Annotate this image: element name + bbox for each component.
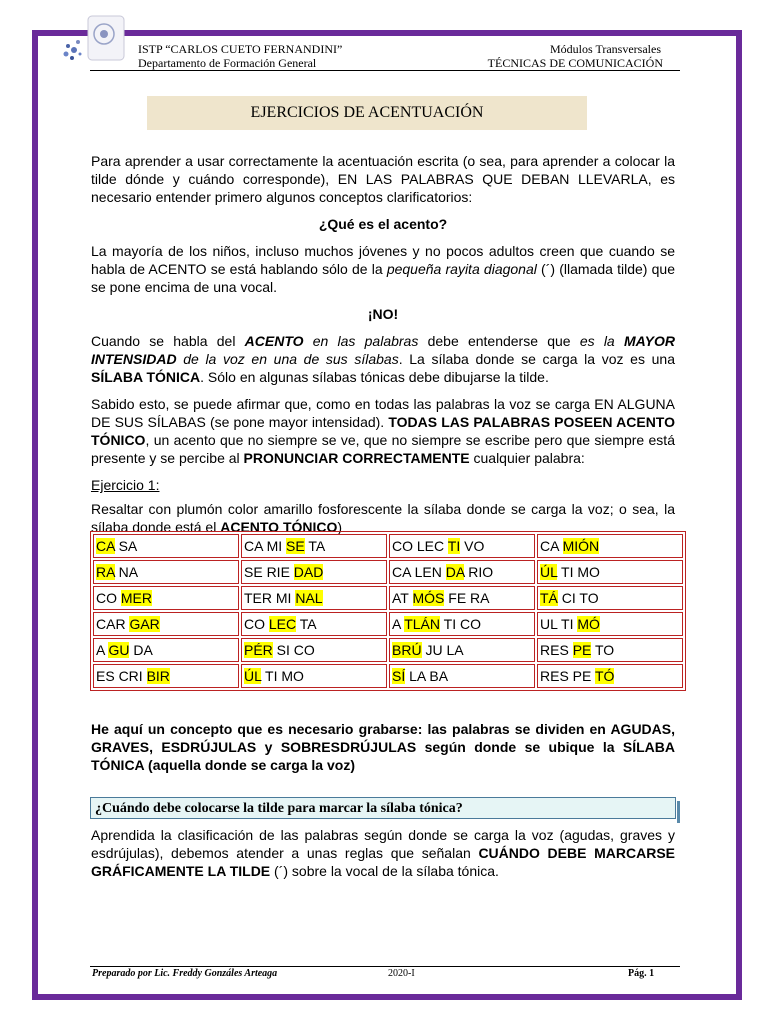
tonic-syllable-highlight: TÓ <box>595 668 615 684</box>
text-run: Aprendida la clasificación de las palabras según donde se carga la voz (agudas, graves y esdrújulas), debemos atender a unas reglas que señalan <box>91 827 675 861</box>
tonic-syllable-highlight: MER <box>120 590 153 606</box>
text-run: cualquier palabra: <box>469 450 585 466</box>
table-cell <box>93 534 239 558</box>
text-run: , un acento que no siempre se ve, que no siempre se escribe pero que siempre está presente y se percibe al <box>91 432 675 466</box>
syllables-plain: A <box>392 616 405 632</box>
syllables-plain: CAR <box>96 616 130 632</box>
tonic-syllable-highlight: DA <box>445 564 465 580</box>
syllables-plain: CO LEC <box>392 538 448 554</box>
table-cell <box>241 534 387 558</box>
tonic-syllable-highlight: TÁ <box>540 590 558 606</box>
main-content <box>91 152 675 545</box>
tonic-syllable-highlight: TI <box>447 538 461 554</box>
table-cell <box>389 638 535 662</box>
text-run-italic: pequeña rayita diagonal <box>386 261 537 277</box>
text-run-bold-italic: ACENTO <box>244 333 304 349</box>
tonic-syllable-highlight: BIR <box>146 668 170 684</box>
syllables-plain: ES CRI <box>96 668 147 684</box>
concept-paragraph: He aquí un concepto que es necesario grabarse: las palabras se dividen en AGUDAS, GRAVES, ESDRÚJULAS y SOBRESDRÚJULAS según donde se ubique la SÍLABA TÓNICA (aquella donde se carga la voz) <box>91 721 675 773</box>
text-run-bold: ACENTO TÓNICO <box>220 519 338 535</box>
text-run-italic: es la <box>579 333 624 349</box>
syllables-plain: CA <box>540 538 563 554</box>
institute-name: ISTP “CARLOS CUETO FERNANDINI” <box>138 42 343 56</box>
text-run-bold: PRONUNCIAR CORRECTAMENTE <box>243 450 470 466</box>
text-run-bold-italic: MAYOR INTENSIDAD <box>91 333 676 367</box>
table-cell <box>537 638 683 662</box>
text-run-italic: de la voz en una de sus sílabas <box>176 351 399 367</box>
footer-divider <box>90 966 680 967</box>
tonic-syllable-highlight: GU <box>108 642 130 658</box>
table-cell <box>93 664 239 688</box>
table-cell <box>537 560 683 584</box>
syllables-plain: SI CO <box>272 642 315 658</box>
no-heading: ¡NO! <box>367 306 399 322</box>
syllables-plain: JU LA <box>421 642 464 658</box>
syllables-plain: SA <box>114 538 138 554</box>
table-row <box>93 560 683 584</box>
syllables-plain: CO <box>96 590 121 606</box>
syllables-plain: CI TO <box>557 590 599 606</box>
header-left <box>138 42 342 70</box>
table-cell <box>93 560 239 584</box>
table-cell <box>93 586 239 610</box>
syllables-plain: VO <box>460 538 485 554</box>
tonic-syllable-highlight: DAD <box>293 564 324 580</box>
text-run: ) <box>337 519 343 535</box>
tonic-syllable-highlight: TLÁN <box>404 616 440 632</box>
tonic-syllable-highlight: NAL <box>295 590 323 606</box>
syllables-plain: LA BA <box>405 668 449 684</box>
intro-paragraph: Para aprender a usar correctamente la acentuación escrita (o sea, para aprender a colocar la tilde dónde y cuándo corresponde), EN LAS PALABRAS QUE DEBAN LLEVARLA, es necesario entender primero algunos conceptos clarificatorios: <box>91 153 675 205</box>
tonic-syllable-highlight: SE <box>286 538 305 554</box>
syllables-plain: DA <box>129 642 153 658</box>
syllables-plain: A <box>96 642 109 658</box>
tonic-syllable-highlight: PÉR <box>244 642 273 658</box>
tonic-syllable-highlight: MÓS <box>412 590 445 606</box>
syllables-plain: TO <box>591 642 615 658</box>
syllables-plain: UL TI <box>540 616 578 632</box>
text-run: (´) (llamada tilde) que se pone encima de una vocal. <box>91 261 675 295</box>
footer-page: Pág. 1 <box>628 968 655 979</box>
syllables-plain: TI MO <box>557 564 600 580</box>
footer-period: 2020-I <box>388 968 415 979</box>
syllables-plain: CA MI <box>244 538 287 554</box>
syllables-plain: TI CO <box>440 616 481 632</box>
exercise-label: Ejercicio 1: <box>91 477 160 493</box>
table-cell <box>537 586 683 610</box>
page-title: EJERCICIOS DE ACENTUACIÓN <box>147 96 587 130</box>
tonic-syllable-highlight: ÚL <box>244 668 262 684</box>
text-run: Cuando se habla del <box>91 333 245 349</box>
paragraph-tonic-accent <box>91 395 675 467</box>
table-cell <box>241 586 387 610</box>
tonic-syllable-highlight: MIÓN <box>562 538 600 554</box>
footer-author: Preparado por Lic. Freddy Gonzáles Arteaga <box>92 968 278 979</box>
table-row <box>93 586 683 610</box>
text-run: La mayoría de los niños, incluso muchos jóvenes y no pocos adultos creen que cuando se habla de ACENTO se está hablando sólo de la <box>91 243 675 277</box>
paragraph-misconception <box>91 242 675 296</box>
text-run: debe entenderse que <box>418 333 580 349</box>
syllables-plain: TA <box>304 538 326 554</box>
table-cell <box>241 612 387 636</box>
syllables-plain: FE RA <box>444 590 490 606</box>
tonic-syllable-highlight: ÚL <box>540 564 558 580</box>
table-cell <box>241 664 387 688</box>
modules-label: Módulos Transversales <box>549 42 661 56</box>
table-cell <box>93 612 239 636</box>
table-cell <box>389 560 535 584</box>
table-row <box>93 638 683 662</box>
syllables-plain: CA LEN <box>392 564 446 580</box>
table-cell <box>389 612 535 636</box>
syllables-plain: TER MI <box>244 590 296 606</box>
text-run-bold: TODAS LAS PALABRAS POSEEN ACENTO TÓNICO <box>91 414 675 448</box>
tonic-syllable-highlight: GAR <box>129 616 160 632</box>
tonic-syllable-highlight: CA <box>96 538 115 554</box>
syllables-plain: TA <box>296 616 317 632</box>
text-run: . Sólo en algunas sílabas tónicas debe dibujarse la tilde. <box>200 369 549 385</box>
tonic-syllable-highlight: PE <box>572 642 592 658</box>
text-run-italic: en las palabras <box>303 333 419 349</box>
tonic-syllable-highlight: LEC <box>268 616 297 632</box>
table-row <box>93 534 683 558</box>
header-divider <box>90 70 680 71</box>
table-cell <box>537 664 683 688</box>
course-name: TÉCNICAS DE COMUNICACIÓN <box>487 56 663 70</box>
table-cell <box>389 534 535 558</box>
text-run: Sabido esto, se puede afirmar que, como en todas las palabras la voz se carga EN ALGUNA DE SUS SÍLABAS (se pone mayor intensidad). <box>91 396 675 430</box>
question-box: ¿Cuándo debe colocarse la tilde para marcar la sílaba tónica? <box>90 797 676 819</box>
paragraph-definition <box>91 332 675 386</box>
syllables-plain: CO <box>244 616 269 632</box>
table-cell <box>537 612 683 636</box>
text-run: (´) sobre la vocal de la sílaba tónica. <box>270 863 499 879</box>
question-heading: ¿Qué es el acento? <box>318 216 448 232</box>
tonic-syllable-highlight: BRÚ <box>392 642 422 658</box>
text-run-bold: SÍLABA TÓNICA <box>91 369 201 385</box>
syllables-plain: RES <box>540 642 573 658</box>
table-cell <box>241 638 387 662</box>
institute-logo-icon <box>58 12 128 72</box>
tonic-syllable-highlight: SÍ <box>392 668 406 684</box>
syllables-plain: SE RIE <box>244 564 294 580</box>
syllables-plain: AT <box>392 590 413 606</box>
syllable-table <box>90 531 686 691</box>
tonic-syllable-highlight: MÓ <box>577 616 600 632</box>
text-run: . La sílaba donde se carga la voz es una <box>398 351 675 367</box>
syllables-plain: RES PE <box>540 668 595 684</box>
table-cell <box>537 534 683 558</box>
header-right <box>488 42 663 70</box>
syllables-plain: RIO <box>464 564 494 580</box>
syllables-plain: TI MO <box>261 668 304 684</box>
table-cell <box>389 664 535 688</box>
syllables-plain: NA <box>114 564 139 580</box>
text-run-bold: CUÁNDO DEBE MARCARSE GRÁFICAMENTE LA TILDE <box>91 845 675 879</box>
text-run: Resaltar con plumón color amarillo fosforescente la sílaba donde se carga la voz; o sea, la sílaba donde está el <box>91 501 675 535</box>
department-name: Departamento de Formación General <box>138 56 317 70</box>
table-cell <box>389 586 535 610</box>
tonic-syllable-highlight: RA <box>96 564 115 580</box>
table-cell <box>93 638 239 662</box>
rules-paragraph <box>91 826 675 880</box>
table-cell <box>241 560 387 584</box>
table-row <box>93 612 683 636</box>
table-row <box>93 664 683 688</box>
